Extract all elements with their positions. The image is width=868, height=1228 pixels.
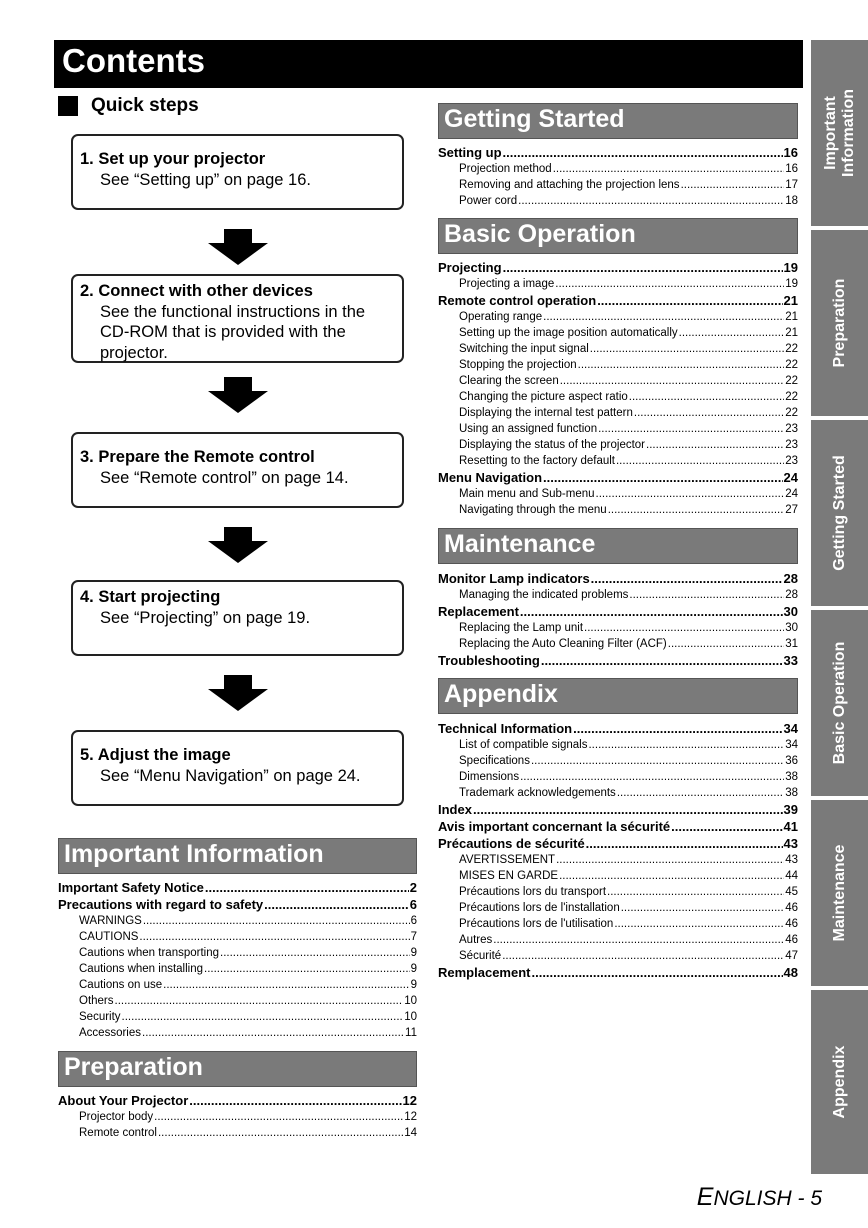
section-header-important-information: Important Information xyxy=(58,838,417,874)
toc-entry[interactable] xyxy=(438,603,798,620)
toc-leader-dots xyxy=(671,818,782,835)
side-tab-basic-operation[interactable]: Basic Operation xyxy=(811,610,868,796)
toc-entry-label: Troubleshooting xyxy=(438,653,540,668)
toc-entry-label: Projecting xyxy=(438,260,502,275)
toc-entry[interactable] xyxy=(438,964,798,981)
toc-entry-page: 17 xyxy=(785,179,798,191)
toc-entry-page: 30 xyxy=(785,622,798,634)
toc-entry[interactable] xyxy=(438,620,798,636)
quick-step-3: 3. Prepare the Remote control See “Remote control” on page 14. xyxy=(71,432,404,508)
toc-maintenance xyxy=(438,570,798,669)
section-header-getting-started: Getting Started xyxy=(438,103,798,139)
toc-entry-page: 22 xyxy=(785,359,798,371)
toc-entry-label: Index xyxy=(438,802,472,817)
toc-entry[interactable] xyxy=(438,652,798,669)
toc-entry-label: Remote control xyxy=(79,1127,157,1139)
toc-leader-dots xyxy=(629,587,784,603)
toc-entry-page: 27 xyxy=(785,504,798,516)
toc-entry[interactable] xyxy=(58,1109,417,1125)
toc-entry[interactable] xyxy=(438,868,798,884)
toc-leader-dots xyxy=(543,309,784,325)
toc-entry-label: Navigating through the menu xyxy=(459,504,607,516)
toc-entry[interactable] xyxy=(438,292,798,309)
toc-leader-dots xyxy=(608,502,785,518)
toc-entry-label: Specifications xyxy=(459,755,530,767)
toc-leader-dots xyxy=(668,636,784,652)
toc-entry[interactable] xyxy=(438,405,798,421)
toc-entry-label: Précautions lors du transport xyxy=(459,886,607,898)
down-arrow-icon xyxy=(208,377,268,413)
toc-entry-label: Using an assigned function xyxy=(459,423,598,435)
toc-leader-dots xyxy=(541,652,783,669)
toc-leader-dots xyxy=(607,884,784,900)
toc-entry[interactable] xyxy=(58,1009,417,1025)
toc-leader-dots xyxy=(629,389,784,405)
toc-entry-page: 24 xyxy=(785,488,798,500)
toc-leader-dots xyxy=(553,161,785,177)
toc-leader-dots xyxy=(681,177,785,193)
toc-entry-page: 10 xyxy=(404,1011,417,1023)
page-footer: ENGLISH - 5 xyxy=(696,1183,822,1211)
toc-entry-label: Setting up the image position automatically xyxy=(459,327,678,339)
toc-entry[interactable] xyxy=(438,373,798,389)
section-header-preparation: Preparation xyxy=(58,1051,417,1087)
toc-entry-page: 14 xyxy=(404,1127,417,1139)
toc-entry[interactable] xyxy=(58,896,417,913)
toc-entry[interactable] xyxy=(58,913,417,929)
toc-entry-label: Replacing the Lamp unit xyxy=(459,622,584,634)
toc-entry-page: 23 xyxy=(785,423,798,435)
toc-entry-page: 19 xyxy=(785,278,798,290)
toc-entry[interactable] xyxy=(438,720,798,737)
toc-entry-page: 9 xyxy=(410,947,417,959)
toc-basic-operation xyxy=(438,259,798,518)
toc-entry-page: 18 xyxy=(785,195,798,207)
toc-entry-page: 10 xyxy=(404,995,417,1007)
toc-leader-dots xyxy=(616,453,784,469)
toc-entry-label: Replacement xyxy=(438,604,519,619)
section-header-maintenance: Maintenance xyxy=(438,528,798,564)
toc-leader-dots xyxy=(518,193,784,209)
toc-leader-dots xyxy=(555,276,784,292)
toc-entry[interactable] xyxy=(438,177,798,193)
toc-entry[interactable] xyxy=(438,818,798,835)
toc-entry-label: Precautions with regard to safety xyxy=(58,897,264,912)
toc-leader-dots xyxy=(115,993,404,1009)
toc-entry-label: About Your Projector xyxy=(58,1093,189,1108)
toc-leader-dots xyxy=(503,144,783,161)
toc-entry-page: 12 xyxy=(404,1111,417,1123)
toc-leader-dots xyxy=(598,421,784,437)
quick-step-1: 1. Set up your projector See “Setting up” on page 16. xyxy=(71,134,404,210)
toc-entry[interactable] xyxy=(438,884,798,900)
toc-entry[interactable] xyxy=(438,437,798,453)
toc-entry[interactable] xyxy=(438,916,798,932)
toc-entry-label: Accessories xyxy=(79,1027,141,1039)
toc-entry[interactable] xyxy=(438,769,798,785)
toc-leader-dots xyxy=(204,961,410,977)
toc-entry-page: 31 xyxy=(785,638,798,650)
toc-entry-label: Resetting to the factory default xyxy=(459,455,615,467)
toc-entry-page: 41 xyxy=(783,819,798,834)
toc-leader-dots xyxy=(591,570,783,587)
toc-leader-dots xyxy=(586,835,783,852)
toc-entry-page: 16 xyxy=(785,163,798,175)
toc-entry[interactable] xyxy=(58,961,417,977)
toc-entry-label: Switching the input signal xyxy=(459,343,589,355)
toc-entry-label: MISES EN GARDE xyxy=(459,870,559,882)
toc-leader-dots xyxy=(596,486,785,502)
toc-leader-dots xyxy=(503,259,783,276)
toc-leader-dots xyxy=(617,785,784,801)
toc-entry-page: 11 xyxy=(405,1027,417,1039)
toc-leader-dots xyxy=(556,852,784,868)
toc-entry-label: Cautions when transporting xyxy=(79,947,219,959)
toc-entry-page: 9 xyxy=(410,963,417,975)
toc-entry-label: Clearing the screen xyxy=(459,375,559,387)
quick-step-2: 2. Connect with other devices See the functional instructions in the CD-ROM that is provided with the projector. xyxy=(71,274,404,363)
toc-preparation xyxy=(58,1092,417,1141)
square-bullet-icon xyxy=(58,96,78,116)
down-arrow-icon xyxy=(208,229,268,265)
quick-step-4: 4. Start projecting See “Projecting” on page 19. xyxy=(71,580,404,656)
toc-entry-label: Dimensions xyxy=(459,771,520,783)
toc-leader-dots xyxy=(205,879,409,896)
toc-entry-page: 46 xyxy=(785,918,798,930)
toc-entry-page: 6 xyxy=(409,897,417,912)
toc-leader-dots xyxy=(122,1009,404,1025)
toc-leader-dots xyxy=(158,1125,403,1141)
toc-entry-label: Autres xyxy=(459,934,493,946)
toc-entry[interactable] xyxy=(438,341,798,357)
toc-leader-dots xyxy=(573,720,782,737)
toc-entry[interactable] xyxy=(438,276,798,292)
toc-entry-label: Projecting a image xyxy=(459,278,555,290)
toc-entry[interactable] xyxy=(438,193,798,209)
toc-leader-dots xyxy=(520,603,783,620)
quick-step-5: 5. Adjust the image See “Menu Navigation” on page 24. xyxy=(71,730,404,806)
toc-entry-label: Technical Information xyxy=(438,721,573,736)
toc-leader-dots xyxy=(143,913,410,929)
toc-entry-page: 38 xyxy=(785,771,798,783)
toc-entry[interactable] xyxy=(58,1092,417,1109)
toc-entry-page: 43 xyxy=(785,854,798,866)
toc-entry-page: 47 xyxy=(785,950,798,962)
toc-leader-dots xyxy=(597,292,782,309)
toc-entry-label: Précautions de sécurité xyxy=(438,836,585,851)
toc-entry-label: Trademark acknowledgements xyxy=(459,787,616,799)
toc-leader-dots xyxy=(543,469,783,486)
toc-entry[interactable] xyxy=(438,469,798,486)
toc-entry[interactable] xyxy=(438,948,798,964)
toc-entry-label: Remote control operation xyxy=(438,293,597,308)
toc-entry-page: 12 xyxy=(402,1093,417,1108)
side-tab-appendix[interactable]: Appendix xyxy=(811,990,868,1174)
toc-entry-label: Menu Navigation xyxy=(438,470,543,485)
toc-entry-page: 2 xyxy=(409,880,417,895)
toc-entry-page: 22 xyxy=(785,407,798,419)
toc-leader-dots xyxy=(560,373,784,389)
toc-entry-page: 6 xyxy=(410,915,417,927)
toc-entry-label: Précautions lors de l'utilisation xyxy=(459,918,614,930)
toc-entry-page: 34 xyxy=(785,739,798,751)
toc-entry-label: Removing and attaching the projection lens xyxy=(459,179,680,191)
toc-entry[interactable] xyxy=(58,977,417,993)
toc-entry[interactable] xyxy=(438,486,798,502)
toc-important-information xyxy=(58,879,417,1041)
toc-entry[interactable] xyxy=(438,801,798,818)
side-tab-important-information[interactable]: Important Information xyxy=(811,40,868,226)
toc-entry[interactable] xyxy=(438,753,798,769)
side-tab-preparation[interactable]: Preparation xyxy=(811,230,868,416)
toc-entry-page: 9 xyxy=(410,979,417,991)
toc-entry[interactable] xyxy=(58,1125,417,1141)
toc-entry[interactable] xyxy=(438,161,798,177)
toc-entry-label: Operating range xyxy=(459,311,543,323)
toc-entry-label: Displaying the internal test pattern xyxy=(459,407,633,419)
toc-entry-label: Power cord xyxy=(459,195,518,207)
page-title: Contents xyxy=(62,42,205,79)
toc-leader-dots xyxy=(584,620,784,636)
toc-leader-dots xyxy=(502,948,784,964)
toc-leader-dots xyxy=(578,357,785,373)
toc-entry-page: 34 xyxy=(783,721,798,736)
toc-entry-label: Remplacement xyxy=(438,965,531,980)
toc-entry[interactable] xyxy=(58,945,417,961)
toc-entry-label: WARNINGS xyxy=(79,915,142,927)
toc-entry[interactable] xyxy=(438,144,798,161)
toc-entry-page: 45 xyxy=(785,886,798,898)
toc-entry[interactable] xyxy=(438,785,798,801)
side-tab-maintenance[interactable]: Maintenance xyxy=(811,800,868,986)
toc-entry-page: 16 xyxy=(783,145,798,160)
toc-leader-dots xyxy=(220,945,410,961)
toc-entry-label: Security xyxy=(79,1011,121,1023)
toc-entry-label: Précautions lors de l'installation xyxy=(459,902,620,914)
toc-entry-page: 24 xyxy=(783,470,798,485)
toc-entry-label: Projector body xyxy=(79,1111,154,1123)
toc-entry[interactable] xyxy=(438,900,798,916)
toc-entry-page: 36 xyxy=(785,755,798,767)
toc-entry-page: 23 xyxy=(785,455,798,467)
toc-leader-dots xyxy=(590,341,784,357)
toc-entry-label: CAUTIONS xyxy=(79,931,139,943)
toc-leader-dots xyxy=(493,932,784,948)
side-tab-getting-started[interactable]: Getting Started xyxy=(811,420,868,606)
section-header-basic-operation: Basic Operation xyxy=(438,218,798,254)
section-header-appendix: Appendix xyxy=(438,678,798,714)
toc-entry-page: 30 xyxy=(783,604,798,619)
toc-leader-dots xyxy=(163,977,409,993)
toc-entry-label: Important Safety Notice xyxy=(58,880,204,895)
toc-entry-label: List of compatible signals xyxy=(459,739,588,751)
toc-entry[interactable] xyxy=(58,929,417,945)
toc-leader-dots xyxy=(520,769,784,785)
toc-leader-dots xyxy=(264,896,409,913)
toc-entry[interactable] xyxy=(438,421,798,437)
toc-leader-dots xyxy=(559,868,784,884)
toc-entry-page: 39 xyxy=(783,802,798,817)
toc-entry[interactable] xyxy=(58,993,417,1009)
toc-entry-page: 44 xyxy=(785,870,798,882)
toc-entry[interactable] xyxy=(438,357,798,373)
toc-leader-dots xyxy=(531,964,782,981)
toc-entry-label: Displaying the status of the projector xyxy=(459,439,646,451)
toc-entry-page: 38 xyxy=(785,787,798,799)
toc-entry[interactable] xyxy=(438,309,798,325)
toc-leader-dots xyxy=(142,1025,404,1041)
toc-entry-page: 21 xyxy=(785,327,798,339)
toc-entry[interactable] xyxy=(438,835,798,852)
toc-entry-page: 43 xyxy=(783,836,798,851)
toc-entry-label: Setting up xyxy=(438,145,502,160)
toc-entry-label: Others xyxy=(79,995,114,1007)
toc-leader-dots xyxy=(679,325,785,341)
toc-entry[interactable] xyxy=(438,852,798,868)
toc-entry-page: 46 xyxy=(785,902,798,914)
down-arrow-icon xyxy=(208,675,268,711)
toc-entry-label: Cautions on use xyxy=(79,979,163,991)
toc-entry-page: 19 xyxy=(783,260,798,275)
toc-leader-dots xyxy=(634,405,784,421)
toc-entry[interactable] xyxy=(438,502,798,518)
toc-leader-dots xyxy=(473,801,783,818)
toc-entry-page: 21 xyxy=(783,293,798,308)
toc-entry[interactable] xyxy=(58,879,417,896)
toc-entry[interactable] xyxy=(438,587,798,603)
toc-entry-page: 22 xyxy=(785,375,798,387)
toc-entry[interactable] xyxy=(438,636,798,652)
toc-entry-label: Changing the picture aspect ratio xyxy=(459,391,628,403)
toc-leader-dots xyxy=(531,753,784,769)
toc-entry-page: 22 xyxy=(785,391,798,403)
toc-appendix xyxy=(438,720,798,981)
toc-leader-dots xyxy=(621,900,784,916)
toc-entry-page: 33 xyxy=(783,653,798,668)
toc-entry-page: 7 xyxy=(410,931,417,943)
toc-entry[interactable] xyxy=(438,259,798,276)
down-arrow-icon xyxy=(208,527,268,563)
toc-entry-label: Managing the indicated problems xyxy=(459,589,629,601)
toc-entry-page: 46 xyxy=(785,934,798,946)
toc-leader-dots xyxy=(646,437,784,453)
toc-entry-label: Cautions when installing xyxy=(79,963,204,975)
toc-entry[interactable] xyxy=(438,325,798,341)
toc-entry-label: Main menu and Sub-menu xyxy=(459,488,595,500)
page-title-bar xyxy=(54,40,803,88)
toc-entry-page: 23 xyxy=(785,439,798,451)
toc-entry[interactable] xyxy=(438,737,798,753)
toc-entry[interactable] xyxy=(438,932,798,948)
toc-leader-dots xyxy=(139,929,409,945)
toc-entry-page: 22 xyxy=(785,343,798,355)
toc-entry[interactable] xyxy=(58,1025,417,1041)
toc-entry-page: 28 xyxy=(785,589,798,601)
toc-entry-page: 21 xyxy=(785,311,798,323)
toc-leader-dots xyxy=(189,1092,401,1109)
toc-entry-label: Replacing the Auto Cleaning Filter (ACF) xyxy=(459,638,667,650)
toc-leader-dots xyxy=(154,1109,403,1125)
toc-leader-dots xyxy=(614,916,784,932)
toc-entry-page: 48 xyxy=(783,965,798,980)
toc-entry[interactable] xyxy=(438,570,798,587)
quick-steps-heading: Quick steps xyxy=(58,94,199,118)
toc-entry-label: Projection method xyxy=(459,163,552,175)
toc-entry-label: AVERTISSEMENT xyxy=(459,854,556,866)
toc-entry-label: Avis important concernant la sécurité xyxy=(438,819,671,834)
toc-entry-label: Monitor Lamp indicators xyxy=(438,571,590,586)
toc-leader-dots xyxy=(588,737,784,753)
toc-entry-label: Sécurité xyxy=(459,950,502,962)
toc-entry-page: 28 xyxy=(783,571,798,586)
toc-entry-label: Stopping the projection xyxy=(459,359,577,371)
toc-entry[interactable] xyxy=(438,453,798,469)
toc-getting-started xyxy=(438,144,798,209)
toc-entry[interactable] xyxy=(438,389,798,405)
